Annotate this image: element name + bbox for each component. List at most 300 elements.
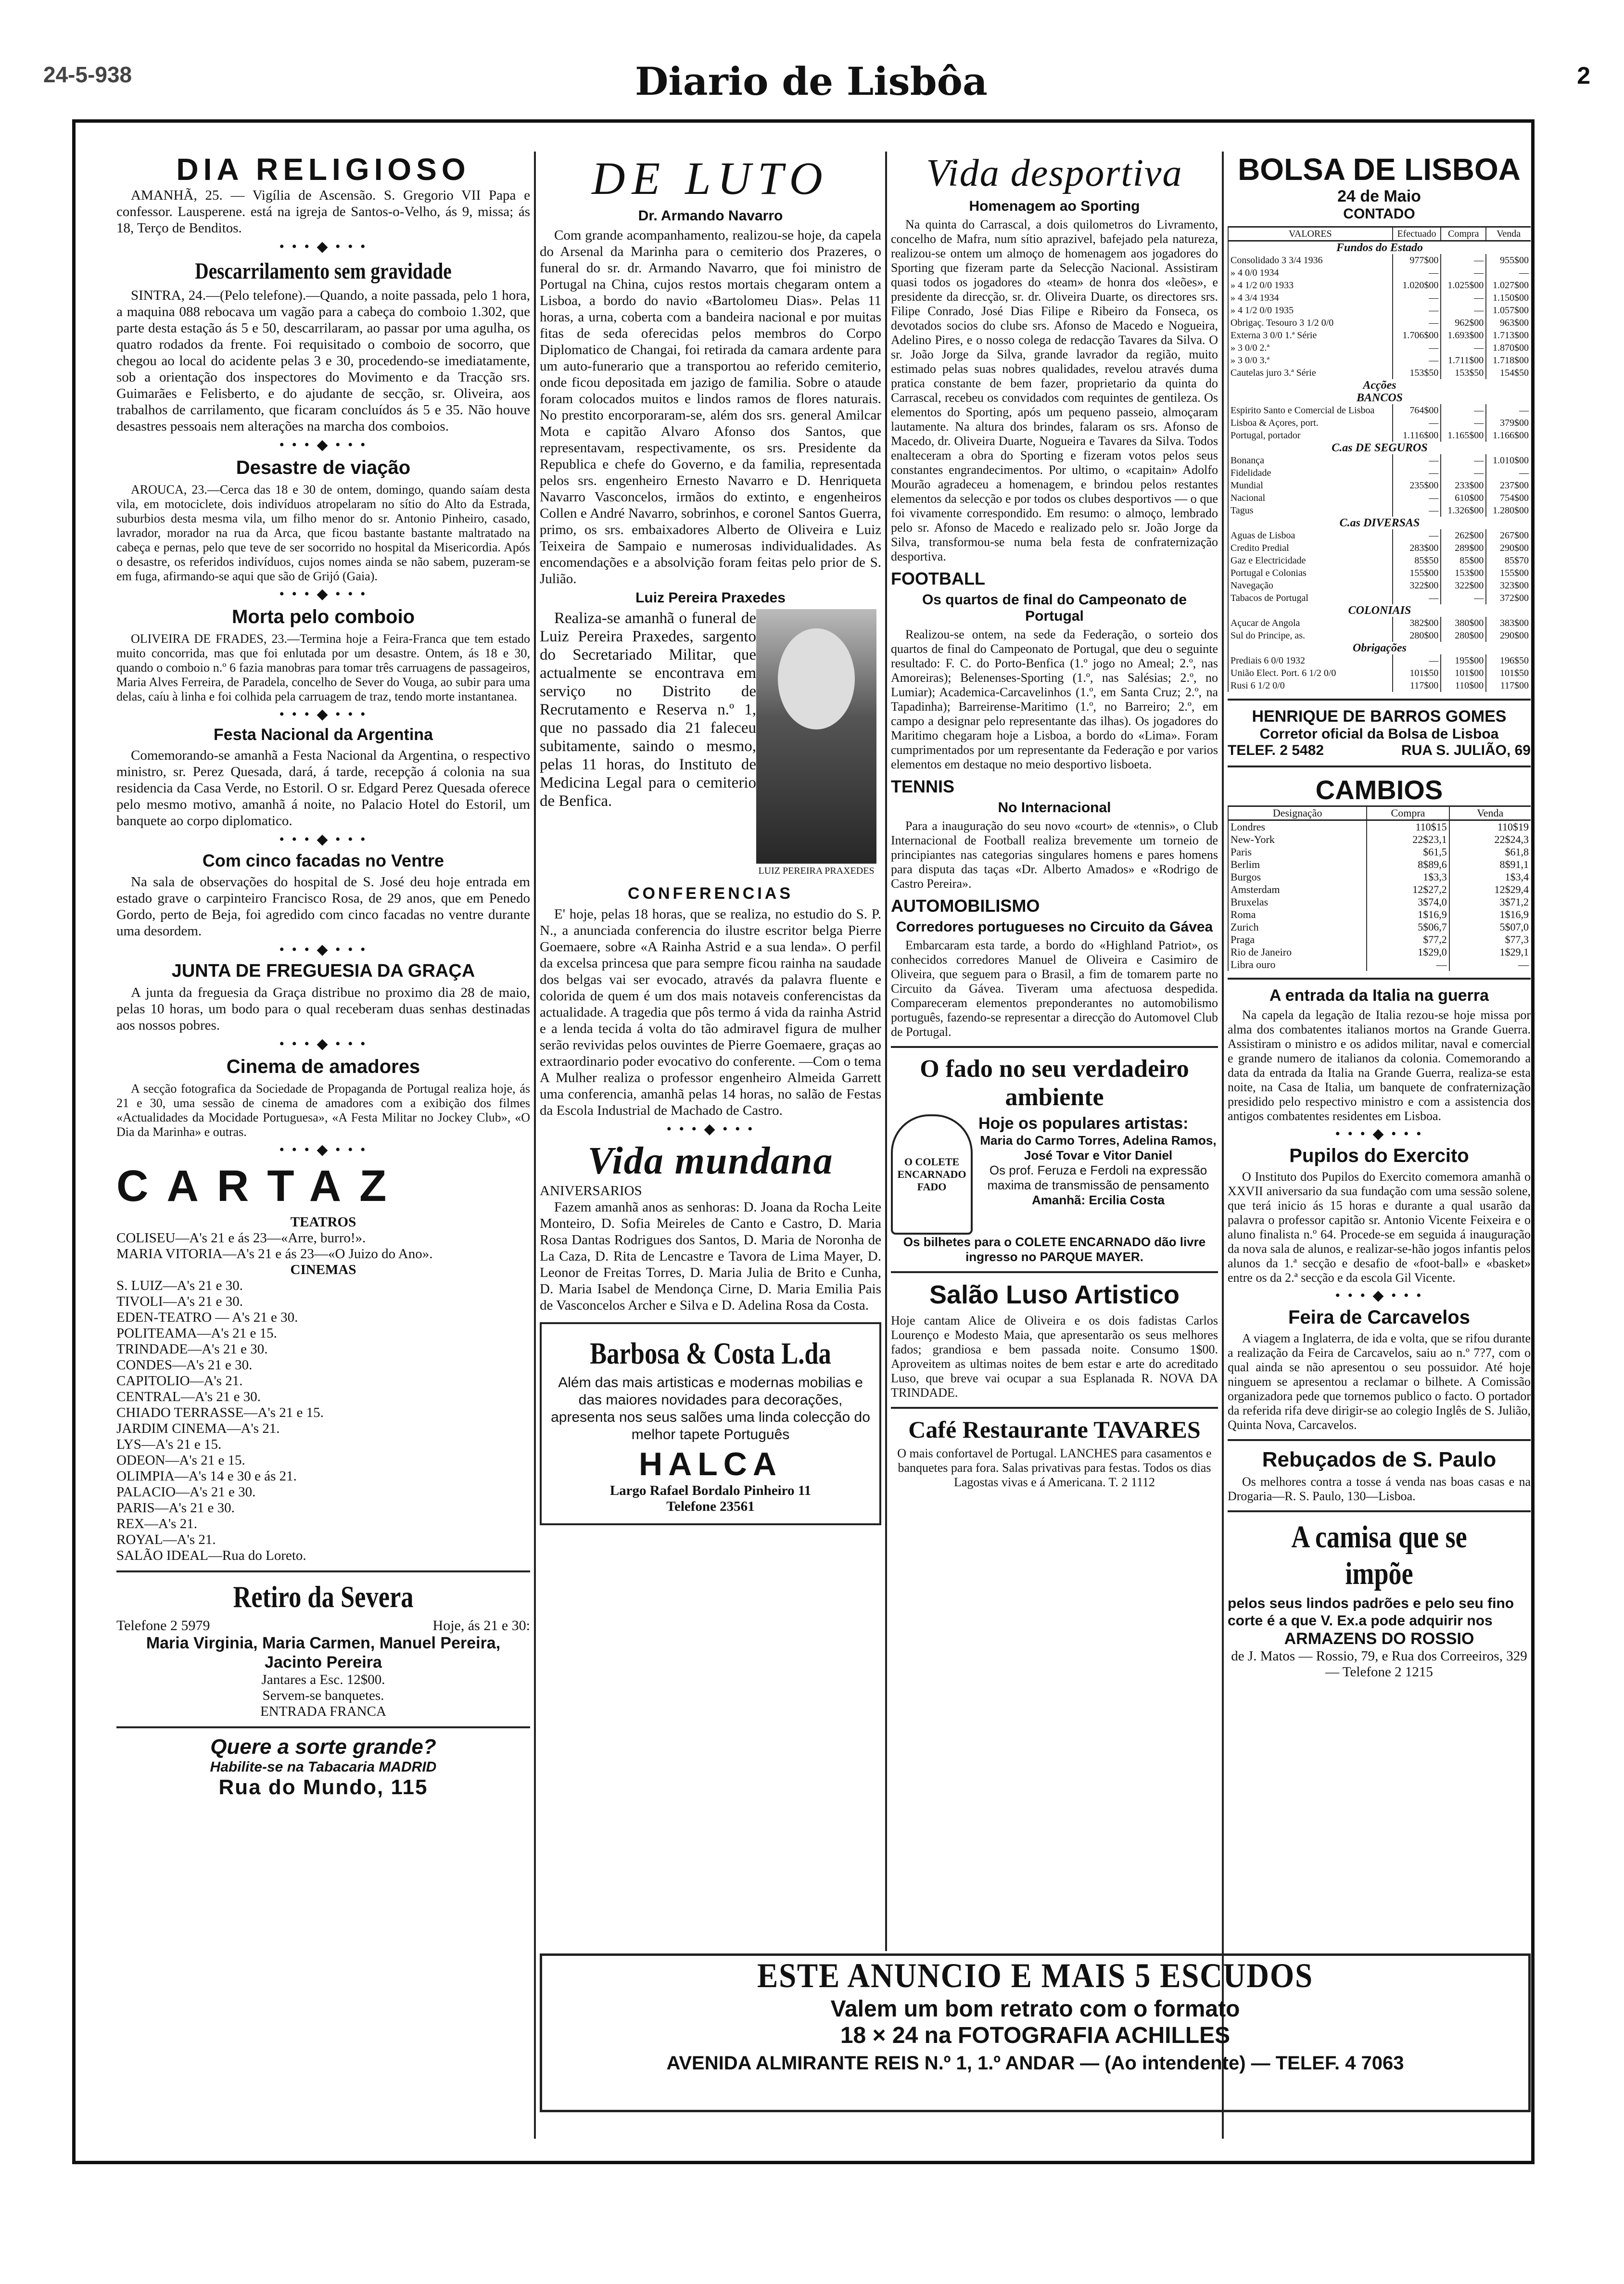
table-row <box>1228 329 1531 342</box>
bolsa-efectuado: — <box>1393 304 1441 317</box>
bolsa-venda: — <box>1486 404 1531 417</box>
table-row <box>1228 279 1531 292</box>
bolsa-section-label: Acções <box>1228 379 1531 392</box>
table-row <box>1228 846 1531 858</box>
bolsa-security: Obrigaç. Tesouro 3 1/2 0/0 <box>1228 317 1393 329</box>
bolsa-efectuado: 235$00 <box>1393 479 1441 492</box>
table-row <box>1228 908 1531 921</box>
bolsa-compra: 962$00 <box>1441 317 1486 329</box>
bolsa-security: Nacional <box>1228 492 1393 504</box>
bolsa-venda: 1.010$00 <box>1486 454 1531 467</box>
bolsa-security: Tagus <box>1228 504 1393 517</box>
fado-artists: Maria do Carmo Torres, Adelina Ramos, José Tovar e Vitor Daniel <box>980 1133 1217 1162</box>
table-row <box>1228 883 1531 896</box>
bolsa-compra: — <box>1441 404 1486 417</box>
feira-heading: Feira de Carcavelos <box>1288 1307 1470 1328</box>
table-row <box>1228 667 1531 679</box>
bolsa-compra: 1.693$00 <box>1441 329 1486 342</box>
bolsa-security: Navegação <box>1228 579 1393 592</box>
severa-heading: Retiro da Severa <box>233 1580 414 1614</box>
cambios-heading: CAMBIOS <box>1315 775 1443 805</box>
praxedes-heading: Luiz Pereira Praxedes <box>635 590 786 606</box>
bolsa-security: Lisboa & Açores, port. <box>1228 417 1393 429</box>
descarrilamento-text: SINTRA, 24.—(Pelo telefone).—Quando, a noite passada, pelo 1 hora, a maquina 088 rebocava um vagão para a cabeça do comboio 1.302, que parte desta estação ás 5 e 50, descarrilaram, ao passar por uma agulha, os quatro rodados da frente. Foi requisitado o comboio de socorro, que chegou ao local do acidente pelas 3 e 30, procedendo-se imediatamente, sob a orientação dos inspectores do Movimento e da Tracção srs. Guimarães e Felisberto, e do ajudante de secção, sr. Oliveira, aos trabalhos de carrilamento, que ficaram concluídos ás 5 e 35. Não houve desastres pessoais nem alterações na marcha dos comboios. <box>116 288 530 434</box>
cinemas-list <box>116 1278 530 1564</box>
sorte-address: Rua do Mundo, 115 <box>218 1775 428 1799</box>
teatros-list <box>116 1230 530 1262</box>
bolsa-compra: — <box>1441 292 1486 304</box>
bolsa-venda: 1.713$00 <box>1486 329 1531 342</box>
table-row <box>1228 579 1531 592</box>
bolsa-compra: 85$00 <box>1441 554 1486 567</box>
bolsa-efectuado: — <box>1393 467 1441 479</box>
barbosa-phone: Telefone 23561 <box>666 1499 755 1514</box>
bolsa-compra: 1.025$00 <box>1441 279 1486 292</box>
cinema-item: S. LUIZ—A's 21 e 30. <box>116 1278 243 1293</box>
bolsa-compra: 280$00 <box>1441 629 1486 642</box>
bolsa-column-header: Compra <box>1441 227 1486 241</box>
cambio-venda: 12$29,4 <box>1449 883 1531 896</box>
bolsa-security: Sul do Principe, as. <box>1228 629 1393 642</box>
homenagem-heading: Homenagem ao Sporting <box>969 198 1140 214</box>
table-row <box>1228 629 1531 642</box>
bolsa-compra: — <box>1441 254 1486 267</box>
table-row <box>1228 896 1531 908</box>
table-row <box>1228 617 1531 629</box>
bolsa-efectuado: 977$00 <box>1393 254 1441 267</box>
table-row <box>1228 241 1531 255</box>
internacional-text: Para a inauguração do seu novo «court» de «tennis», o Club Internacional de Football realiza brevemente um torneio de principiantes nas categorias singulares homens e pares homens para disputa das taças «Dr. Alberto Amados» e «Rodrigo de Castro Pereira». <box>891 819 1218 891</box>
barbosa-address: Largo Rafael Bordalo Pinheiro 11 <box>609 1483 812 1498</box>
bolsa-venda: 1.870$00 <box>1486 342 1531 354</box>
feira-text: A viagem a Inglaterra, de ida e volta, que se rifou durante a realização da Feira de Carcavelos, saiu ao n.º 7?7, com o qual ainda se não apresentou o seu possuidor. Até hoje ninguem se apresentou a reclamar o bilhete. A Comissão organizadora pede que tornemos publico o facto. O portador da referida rifa deve dirigir-se ao colegio Inglês de S. Julião, Quinta Nova, Carcavelos. <box>1228 1331 1531 1432</box>
bolsa-security: Prediais 6 0/0 1932 <box>1228 654 1393 667</box>
bolsa-venda: 754$00 <box>1486 492 1531 504</box>
bolsa-venda: 1.280$00 <box>1486 504 1531 517</box>
cinema-amadores-heading: Cinema de amadores <box>226 1056 420 1077</box>
conferencias-text: E' hoje, pelas 18 horas, que se realiza, no estudio do S. P. N., a anunciada conferencia do ilustre escritor belga Pierre Goemaere, sobre «A Rainha Astrid e a sua lenda». O perfil da excelsa princesa que para sempre ficou rainha na saudade dos belgas vai ser evocado, através da palavra fluente e colorida de quem é um dos mais notaveis conferencistas da actualidade. A tragedia que pôs termo á vida da rainha Astrid e a lenda tecida á volta do tão admiravel figura de mulher serão revividas pelos ouvintes de Pierre Goemaere, graças ao extraordinario poder evocativo do conferente. —Com o tema A Mulher realiza o professor engenheiro Almeida Garrett uma conferencia, amanhã pelas 14 horas, no salão de Festas da Escola Industrial de Machado de Castro. <box>540 906 881 1118</box>
table-row <box>1228 392 1531 404</box>
masthead <box>0 0 1624 115</box>
gavea-text: Embarcaram esta tarde, a bordo do «Highland Patriot», os conhecidos corredores Manuel de Oliveira e Casimiro de Oliveira, que seguem para o Brasil, a fim de tomarem parte no Circuito da Gávea. Tiveram uma afectuosa despedida. Compareceram elementos preponderantes no automobilismo português, fazendo-se representar a direcção do Automovel Club de Portugal. <box>891 938 1218 1039</box>
bolsa-compra: 322$00 <box>1441 579 1486 592</box>
cambio-compra: $77,2 <box>1367 933 1449 946</box>
navarro-heading: Dr. Armando Navarro <box>638 208 783 224</box>
table-row <box>1228 342 1531 354</box>
barbosa-heading: Barbosa & Costa L.da <box>590 1336 831 1370</box>
bolsa-security: » 4 1/2 0/0 1935 <box>1228 304 1393 317</box>
bolsa-efectuado: 764$00 <box>1393 404 1441 417</box>
bolsa-section-label: Obrigações <box>1228 642 1531 654</box>
table-row <box>1228 642 1531 654</box>
bolsa-efectuado: — <box>1393 292 1441 304</box>
bolsa-security: Rusi 6 1/2 0/0 <box>1228 679 1393 692</box>
football-label: FOOTBALL <box>891 569 985 588</box>
cambio-compra: 110$15 <box>1367 820 1449 834</box>
table-row <box>1228 871 1531 883</box>
cinema-item: PARIS—A's 21 e 30. <box>116 1500 235 1516</box>
bolsa-compra: 195$00 <box>1441 654 1486 667</box>
bolsa-efectuado: — <box>1393 504 1441 517</box>
bolsa-efectuado: — <box>1393 492 1441 504</box>
bolsa-efectuado: 382$00 <box>1393 617 1441 629</box>
bolsa-efectuado: 280$00 <box>1393 629 1441 642</box>
bolsa-column-header: Efectuado <box>1393 227 1441 241</box>
bolsa-security: Consolidado 3 3/4 1936 <box>1228 254 1393 267</box>
vida-desportiva-heading: Vida desportiva <box>926 152 1183 194</box>
camisa-heading: A camisa que se impõe <box>1291 1519 1467 1591</box>
bolsa-efectuado: — <box>1393 654 1441 667</box>
bolsa-venda: 379$00 <box>1486 417 1531 429</box>
praxedes-text: Realiza-se amanhã o funeral de Luiz Pereira Praxedes, sargento do Secretariado Militar, que actualmente se encontrava em serviço no Distrito de Recrutamento e Reserva n.º 1, que no passado dia 21 faleceu subitamente, saindo o mesmo, pelas 11 horas, do Instituto de Medicina Legal para o cemiterio de Benfica. <box>540 610 756 810</box>
bolsa-efectuado: 283$00 <box>1393 542 1441 554</box>
cafe-tavares-text: O mais confortavel de Portugal. LANCHES para casamentos e banquetes para fora. Salas privativas para festas. Todos os dias Lagostas vivas e á Americana. T. 2 1112 <box>897 1446 1212 1489</box>
bolsa-efectuado: — <box>1393 342 1441 354</box>
bolsa-security: Mundial <box>1228 479 1393 492</box>
bolsa-venda: 323$00 <box>1486 579 1531 592</box>
bolsa-efectuado: 85$50 <box>1393 554 1441 567</box>
descarrilamento-heading: Descarrilamento sem gravidade <box>195 258 452 284</box>
fado-heading: O fado no seu verdadeiro ambiente <box>920 1055 1189 1111</box>
bolsa-security: Portugal e Colonias <box>1228 567 1393 579</box>
bolsa-table <box>1228 226 1531 692</box>
table-row <box>1228 567 1531 579</box>
bolsa-venda: 1.027$00 <box>1486 279 1531 292</box>
separator: • • • ◆ • • • <box>1335 1288 1423 1303</box>
bolsa-venda: 372$00 <box>1486 592 1531 604</box>
de-luto-heading: DE LUTO <box>592 153 829 204</box>
cinema-item: REX—A's 21. <box>116 1516 197 1531</box>
table-row <box>1228 820 1531 834</box>
fado-bilhetes: Os bilhetes para o COLETE ENCARNADO dão livre ingresso no PARQUE MAYER. <box>903 1235 1206 1264</box>
morta-text: OLIVEIRA DE FRADES, 23.—Termina hoje a Feira-Franca que tem estado muito concorrida, mas que foi enlutada por um desastre. Ontem, ás 18 e 30, quando o comboio n.º 6 fazia manobras para tomar três carruagens de passageiros, Maria Alves Ferreira, de Paradela, concelho de Sever do Vouga, ao subir para uma delas, caíu à linha e foi colhida pela carruagem de traz, tendo morte instantanea. <box>116 632 530 703</box>
cambio-venda: — <box>1449 958 1531 971</box>
facadas-text: Na sala de observações do hospital de S. José deu hoje entrada em estado grave o carpinteiro Francisco Rosa, de 29 anos, que em Penedo Gordo, perto de Beja, foi agredido com cinco facadas no ventre durante uma desordem. <box>116 874 530 939</box>
bolsa-venda: 85$70 <box>1486 554 1531 567</box>
table-row <box>1228 958 1531 971</box>
table-row <box>1228 946 1531 958</box>
table-row <box>1228 504 1531 517</box>
bolsa-venda: 1.166$00 <box>1486 429 1531 442</box>
table-row <box>1228 933 1531 946</box>
bolsa-section-label: Fundos do Estado <box>1228 241 1531 255</box>
bolsa-compra: 1.711$00 <box>1441 354 1486 367</box>
bolsa-compra: 233$00 <box>1441 479 1486 492</box>
sorte-heading: Quere a sorte grande? <box>210 1735 436 1759</box>
separator: • • • ◆ • • • <box>279 942 368 957</box>
gomes-phone: TELEF. 2 5482 <box>1228 742 1324 758</box>
cambio-compra: — <box>1367 958 1449 971</box>
table-row <box>1228 554 1531 567</box>
camisa-address: de J. Matos — Rossio, 79, e Rua dos Correeiros, 329 — Telefone 2 1215 <box>1231 1648 1527 1680</box>
table-row <box>1228 442 1531 454</box>
severa-phone: Telefone 2 5979 <box>116 1618 210 1633</box>
fado-hoje: Hoje os populares artistas: <box>978 1114 1189 1133</box>
camisa-text: pelos seus lindos padrões e pelo seu fino corte é a que V. Ex.a pode adquirir nos <box>1228 1595 1514 1629</box>
bolsa-venda: 1.718$00 <box>1486 354 1531 367</box>
bolsa-efectuado: — <box>1393 317 1441 329</box>
bolsa-venda: 155$00 <box>1486 567 1531 579</box>
portrait-caption: LUIZ PEREIRA PRAXEDES <box>756 864 876 879</box>
cambio-currency: Zurich <box>1228 921 1367 933</box>
bolsa-security: Cautelas juro 3.ª Série <box>1228 367 1393 379</box>
sorte-line: Habilite-se na Tabacaria MADRID <box>210 1759 437 1775</box>
cambio-compra: 1$16,9 <box>1367 908 1449 921</box>
separator: • • • ◆ • • • <box>279 437 368 453</box>
bolsa-section-label: BANCOS <box>1228 392 1531 404</box>
bolsa-security: Gaz e Electricidade <box>1228 554 1393 567</box>
cinemas-label: CINEMAS <box>290 1262 356 1277</box>
column-3 <box>891 152 1218 1951</box>
cambios-column-header: Designação <box>1228 806 1367 820</box>
column-4 <box>1228 152 1531 2139</box>
bolsa-compra: — <box>1441 417 1486 429</box>
bolsa-compra: 380$00 <box>1441 617 1486 629</box>
barbosa-costa-ad <box>540 1322 881 1525</box>
cambio-currency: Berlim <box>1228 858 1367 871</box>
separator: • • • ◆ • • • <box>279 831 368 847</box>
cinema-amadores-text: A secção fotografica da Sociedade de Propaganda de Portugal realiza hoje, ás 21 e 30, uma sessão de cinema de amadores com a exibição dos filmes «Actualidades da Mocidade Portuguesa», «A Festa Militar no Jockey Club», «O Dia da Marinha» e outras. <box>116 1082 530 1139</box>
cinema-item: ROYAL—A's 21. <box>116 1532 216 1547</box>
cinema-item: LYS—A's 21 e 15. <box>116 1437 222 1452</box>
separator: • • • ◆ • • • <box>1335 1126 1423 1142</box>
bolsa-venda: — <box>1486 467 1531 479</box>
severa-artists: Maria Virginia, Maria Carmen, Manuel Pereira, Jacinto Pereira <box>146 1634 501 1672</box>
cambio-venda: 1$29,1 <box>1449 946 1531 958</box>
cartaz-heading: CARTAZ <box>116 1161 405 1211</box>
cinema-item: EDEN-TEATRO — A's 21 e 30. <box>116 1310 298 1325</box>
cambio-venda: $61,8 <box>1449 846 1531 858</box>
salao-luso-heading: Salão Luso Artistico <box>929 1280 1180 1309</box>
separator: • • • ◆ • • • <box>279 586 368 602</box>
cambio-venda: $77,3 <box>1449 933 1531 946</box>
cafe-tavares-heading: Café Restaurante TAVARES <box>908 1416 1201 1443</box>
table-row <box>1228 679 1531 692</box>
bolsa-efectuado: 1.116$00 <box>1393 429 1441 442</box>
cinema-item: CONDES—A's 21 e 30. <box>116 1357 253 1373</box>
issue-date: 24-5-938 <box>43 62 132 87</box>
cambio-venda: 1$3,4 <box>1449 871 1531 883</box>
italia-text: Na capela da legação de Italia rezou-se hoje missa por alma dos combatentes italianos mortos na Grande Guerra. Assistiram o ministro e os adidos militar, naval e comercial e grande numero de italianos da colonia. Comemorando a data da entrada da Italia na Grande Guerra, realiza-se esta noite, na Casa de Italia, um banquete de confraternização presidido pelo respectivo ministro e com a assistencia dos antigos combatentes residentes em Lisboa. <box>1228 1008 1531 1123</box>
cambio-compra: $61,5 <box>1367 846 1449 858</box>
bolsa-efectuado: 153$50 <box>1393 367 1441 379</box>
cambio-currency: Roma <box>1228 908 1367 921</box>
bolsa-efectuado: 101$50 <box>1393 667 1441 679</box>
junta-heading: JUNTA DE FREGUESIA DA GRAÇA <box>171 961 475 981</box>
table-row <box>1228 354 1531 367</box>
severa-jantares: Jantares a Esc. 12$00. <box>261 1672 385 1687</box>
bolsa-efectuado: 322$00 <box>1393 579 1441 592</box>
tennis-label: TENNIS <box>891 777 955 796</box>
cambio-compra: 1$3,3 <box>1367 871 1449 883</box>
bolsa-compra: 610$00 <box>1441 492 1486 504</box>
bolsa-efectuado: — <box>1393 267 1441 279</box>
cambios-column-header: Compra <box>1367 806 1449 820</box>
cambios-table <box>1228 805 1531 971</box>
salao-luso-text: Hoje cantam Alice de Oliveira e os dois fadistas Carlos Lourenço e Modesto Maia, que apresentarão os seus melhores fados; grandiosa e bem passada noite. Consumo 1$00. Aproveitem as ultimas noites de bem estar e arte do acreditado Luso, que breve vai ocupar a sua Esplanada R. NOVA DA TRINDADE. <box>891 1314 1218 1400</box>
bolsa-venda: 237$00 <box>1486 479 1531 492</box>
column-rule <box>885 152 887 1951</box>
column-1 <box>116 152 530 2139</box>
cambio-venda: 3$71,2 <box>1449 896 1531 908</box>
bolsa-efectuado: — <box>1393 592 1441 604</box>
cambio-currency: Paris <box>1228 846 1367 858</box>
facadas-heading: Com cinco facadas no Ventre <box>202 851 444 870</box>
bolsa-security: Aguas de Lisboa <box>1228 529 1393 542</box>
bolsa-venda: 963$00 <box>1486 317 1531 329</box>
cinema-item: POLITEAMA—A's 21 e 15. <box>116 1326 277 1341</box>
quartos-text: Realizou-se ontem, na sede da Federação, o sorteio dos quartos de final do Campeonato de Portugal, que deu o seguinte resultado: F. C. do Porto-Benfica (1.º jogo no Ameal; 2.º, nas Amoreiras); Belenenses-Sporting (1.º, nas Salésias; 2.º, no Lumiar); Academica-Carcavelinhos (1.º, em Santa Cruz; 2.º, na Tapadinha); Barreirense-Maritimo (1.º, no Barreiro; 2.º, em campo a designar pelo representante das ilhas). Os jogadores do Maritimo chegaram hoje a Lisboa, a bordo do «Lima». Foram cumprimentados por um representante da Federação e por varios elementos em destaque no meio desportivo lisboeta. <box>891 627 1218 771</box>
teatro-item: COLISEU—A's 21 e ás 23—«Arre, burro!». <box>116 1230 366 1246</box>
table-row <box>1228 367 1531 379</box>
cambios-column-header: Venda <box>1449 806 1531 820</box>
bolsa-venda: 290$00 <box>1486 629 1531 642</box>
cambio-currency: Libra ouro <box>1228 958 1367 971</box>
navarro-text: Com grande acompanhamento, realizou-se hoje, da capela do Arsenal da Marinha para o cemiterio dos Prazeres, o funeral do sr. dr. Armando Navarro, que foi ministro de Portugal na China, cujos restos mortais chegaram ontem a Lisboa, a bordo do navio «Bartolomeu Dias». Pelas 11 horas, a urna, coberta com a bandeira nacional e por muitas fitas de seda oferecidas pelos membros do Corpo Diplomatico de Changai, foi retirada da camara ardente para um auto-funerario que a transportou ao referido cemiterio, onde ficou depositada em jazigo de familia. Sobre o ataude foram colocados muitos e lindos ramos de flores naturais. No prestito encorporaram-se, além dos srs. general Amilcar Mota e capitão Alvaro Afonso dos Santos, que representavam, respectivamente, os srs. Presidente da Republica e chefe do Governo, e da familia, representada pelos srs. engenheiro Ernesto Navarro e D. Henriqueta Navarro Vasconcelos, irmãos do extinto, e engenheiros Collen e André Navarro, sobrinhos, e coronel Santos Guerra, primo, os srs. embaixadores Alberto de Oliveira e Luiz Teixeira de Sampaio e numerosas individualidades. As encomendações e a absolvição foram feitas pelo prior de S. Julião. <box>540 228 881 587</box>
cambio-venda: 5$07,0 <box>1449 921 1531 933</box>
separator: • • • ◆ • • • <box>279 706 368 722</box>
italia-heading: A entrada da Italia na guerra <box>1269 986 1489 1005</box>
morta-heading: Morta pelo comboio <box>232 606 415 627</box>
bolsa-compra: — <box>1441 304 1486 317</box>
bolsa-venda: 1.057$00 <box>1486 304 1531 317</box>
cambio-venda: 8$91,1 <box>1449 858 1531 871</box>
column-rule <box>534 152 536 2139</box>
bolsa-security: Açucar de Angola <box>1228 617 1393 629</box>
cinema-item: CAPITOLIO—A's 21. <box>116 1373 243 1389</box>
cinema-item: SALÃO IDEAL—Rua do Loreto. <box>116 1548 306 1563</box>
severa-entrada: ENTRADA FRANCA <box>260 1704 386 1719</box>
cambio-venda: 22$24,3 <box>1449 833 1531 846</box>
cinema-item: CENTRAL—A's 21 e 30. <box>116 1389 261 1404</box>
cinema-item: OLIMPIA—A's 14 e 30 e ás 21. <box>116 1468 297 1484</box>
cinema-item: TIVOLI—A's 21 e 30. <box>116 1294 243 1309</box>
cambio-venda: 1$16,9 <box>1449 908 1531 921</box>
homenagem-text: Na quinta do Carrascal, a dois quilometros do Livramento, concelho de Mafra, num sítio aprazivel, bafejado pela natureza, realizou-se ontem um almoço de homenagem aos jogadores do Sporting que fizeram parte da Selecção Nacional. Assistiram quasi todos os jogadores do «team» de honra dos «leões», e presidente da direcção, sr. dr. Oliveira Duarte, os directores srs. Filipe Conrado, José Dias Filipe e Ribeiro da Fonseca, os devotados socios do clube srs. Afonso de Macedo e Nogueira, Adelino Pires, e o nosso colega de redacção Tavares da Silva. O sr. João Jorge da Silva, grande lavrador da região, muito estimado pelas suas nobres qualidades, revelou através duma pratica constante de bem fazer, proprietario da quinta do Carrascal, recebeu os convidados com requintes de gentileza. Os elementos do Sporting, após um pequeno passeio, almoçaram lautamente. Na altura dos brindes, falaram os srs. Afonso de Macedo, dr. Oliveira Duarte, Nogueira e Tavares da Silva. Todos enalteceram a obra do Sporting e fizeram votos pelos seus constantes engrandecimentos. Por ultimo, o «capitain» Adolfo Mourão agradeceu a homenagem, e brindou pelos restantes elementos da selecção e por todos os clubes desportivos — o que foi vivamente correspondido. Em resumo: o almoço, lembrado pelo sr. Afonso de Macedo e realizado pelo sr. João Jorge da Silva, transformou-se numa bela festa de confraternização desportiva. <box>891 217 1218 563</box>
bolsa-security: União Elect. Port. 6 1/2 0/0 <box>1228 667 1393 679</box>
table-row <box>1228 292 1531 304</box>
achilles-line1: ESTE ANUNCIO E MAIS 5 ESCUDOS <box>757 1956 1313 1995</box>
bolsa-contado: CONTADO <box>1343 206 1415 222</box>
bolsa-security: Externa 3 0/0 1.ª Série <box>1228 329 1393 342</box>
cambio-compra: 22$23,1 <box>1367 833 1449 846</box>
bolsa-compra: — <box>1441 342 1486 354</box>
gomes-name: HENRIQUE DE BARROS GOMES <box>1252 707 1507 726</box>
fado-amanha: Amanhã: Ercilia Costa <box>1032 1193 1165 1207</box>
camisa-store: ARMAZENS DO ROSSIO <box>1284 1630 1474 1648</box>
gomes-address: RUA S. JULIÃO, 69 <box>1401 742 1531 758</box>
severa-time: Hoje, ás 21 e 30: <box>432 1618 530 1633</box>
table-row <box>1228 479 1531 492</box>
cinema-item: PALACIO—A's 21 e 30. <box>116 1484 256 1500</box>
rebucados-heading: Rebuçados de S. Paulo <box>1262 1448 1497 1471</box>
bolsa-efectuado: 1.706$00 <box>1393 329 1441 342</box>
bolsa-security: Credito Predial <box>1228 542 1393 554</box>
bolsa-venda: — <box>1486 267 1531 279</box>
bolsa-efectuado: 155$00 <box>1393 567 1441 579</box>
bolsa-column-header: Venda <box>1486 227 1531 241</box>
pupilos-heading: Pupilos do Exercito <box>1289 1145 1469 1166</box>
gavea-heading: Corredores portugueses no Circuito da Gávea <box>896 919 1213 935</box>
bolsa-security: Tabacos de Portugal <box>1228 592 1393 604</box>
achilles-ad <box>540 1953 1531 2112</box>
bolsa-heading: BOLSA DE LISBOA <box>1238 152 1521 187</box>
bolsa-venda: 117$00 <box>1486 679 1531 692</box>
aniversarios-text: Fazem amanhã anos as senhoras: D. Joana da Rocha Leite Monteiro, D. Sofia Meireles de Canto e Castro, D. Maria Rosa Dantas Rodrigues dos Santos, D. Maria de Noronha de La Caza, D. Rita de Lencastre e Tavora de Lima Mayer, D. Leonor de Freitas Torres, D. Maria Julia de Brito e Cunha, D. Maria Isabel de Mendonça Cirne, D. Maria Emilia Pais de Vasconcelos Archer e Silva e D. Adelina Rosa da Costa. <box>540 1199 881 1313</box>
bolsa-efectuado: — <box>1393 529 1441 542</box>
cambio-currency: Burgos <box>1228 871 1367 883</box>
bolsa-section-label: C.as DE SEGUROS <box>1228 442 1531 454</box>
cinema-item: TRINDADE—A's 21 e 30. <box>116 1341 268 1357</box>
bolsa-security: Bonança <box>1228 454 1393 467</box>
bolsa-section-label: C.as DIVERSAS <box>1228 517 1531 529</box>
bolsa-venda: 955$00 <box>1486 254 1531 267</box>
desastre-heading: Desastre de viação <box>236 457 411 478</box>
newspaper-title: Diario de Lisbôa <box>635 59 988 104</box>
table-row <box>1228 858 1531 871</box>
cambio-currency: Praga <box>1228 933 1367 946</box>
cambio-currency: Amsterdam <box>1228 883 1367 896</box>
bolsa-compra: 1.165$00 <box>1441 429 1486 442</box>
table-row <box>1228 654 1531 667</box>
bolsa-security: Espirito Santo e Comercial de Lisboa <box>1228 404 1393 417</box>
bolsa-security: » 4 3/4 1934 <box>1228 292 1393 304</box>
table-row <box>1228 467 1531 479</box>
bolsa-security: Portugal, portador <box>1228 429 1393 442</box>
gomes-role: Corretor oficial da Bolsa de Lisboa <box>1259 726 1499 742</box>
bolsa-efectuado: 117$00 <box>1393 679 1441 692</box>
automobilismo-label: AUTOMOBILISMO <box>891 896 1040 916</box>
bolsa-venda: 383$00 <box>1486 617 1531 629</box>
cambio-compra: 8$89,6 <box>1367 858 1449 871</box>
bolsa-security: » 3 0/0 3.ª <box>1228 354 1393 367</box>
cinema-item: CHIADO TERRASSE—A's 21 e 15. <box>116 1405 324 1420</box>
dia-religioso-heading: DIA RELIGIOSO <box>176 152 470 187</box>
achilles-line4: AVENIDA ALMIRANTE REIS N.º 1, 1.º ANDAR — (Ao intendente) — TELEF. 4 7063 <box>666 2053 1404 2074</box>
quartos-heading: Os quartos de final do Campeonato de Portugal <box>922 592 1187 624</box>
portrait-photo <box>756 609 876 879</box>
bolsa-compra: 289$00 <box>1441 542 1486 554</box>
table-row <box>1228 379 1531 392</box>
cinema-item: ODEON—A's 21 e 15. <box>116 1453 245 1468</box>
cambio-venda: 110$19 <box>1449 820 1531 834</box>
bolsa-compra: 1.326$00 <box>1441 504 1486 517</box>
bolsa-security: » 4 0/0 1934 <box>1228 267 1393 279</box>
dia-religioso-text: AMANHÃ, 25. — Vigília de Ascensão. S. Gregorio VII Papa e confessor. Lausperene. está na igreja de Santos-o-Velho, ás 9, missa; ás 18, Terço de Benditos. <box>116 188 530 236</box>
bolsa-venda: 154$50 <box>1486 367 1531 379</box>
bolsa-compra: — <box>1441 592 1486 604</box>
bolsa-efectuado: — <box>1393 354 1441 367</box>
festa-heading: Festa Nacional da Argentina <box>214 726 433 744</box>
table-row <box>1228 454 1531 467</box>
bolsa-security: » 4 1/2 0/0 1933 <box>1228 279 1393 292</box>
bolsa-compra: 101$00 <box>1441 667 1486 679</box>
table-row <box>1228 592 1531 604</box>
internacional-heading: No Internacional <box>998 800 1111 816</box>
table-row <box>1228 921 1531 933</box>
rebucados-text: Os melhores contra a tosse á venda nas boas casas e na Drogaria—R. S. Paulo, 130—Lisboa. <box>1228 1475 1531 1503</box>
barbosa-text: Além das mais artisticas e modernas mobilias e das maiores novidades para decorações, apresenta nos seus salões uma linda colecção do melhor tapete Português <box>551 1375 870 1442</box>
bolsa-compra: 110$00 <box>1441 679 1486 692</box>
portrait-face <box>778 628 855 729</box>
teatro-item: MARIA VITORIA—A's 21 e ás 23—«O Juizo do Ano». <box>116 1246 433 1262</box>
teatros-label: TEATROS <box>290 1214 356 1230</box>
cambio-compra: 1$29,0 <box>1367 946 1449 958</box>
vida-mundana-heading: Vida mundana <box>587 1140 834 1182</box>
bolsa-compra: 153$00 <box>1441 567 1486 579</box>
bolsa-venda: 290$00 <box>1486 542 1531 554</box>
cambio-compra: 12$27,2 <box>1367 883 1449 896</box>
